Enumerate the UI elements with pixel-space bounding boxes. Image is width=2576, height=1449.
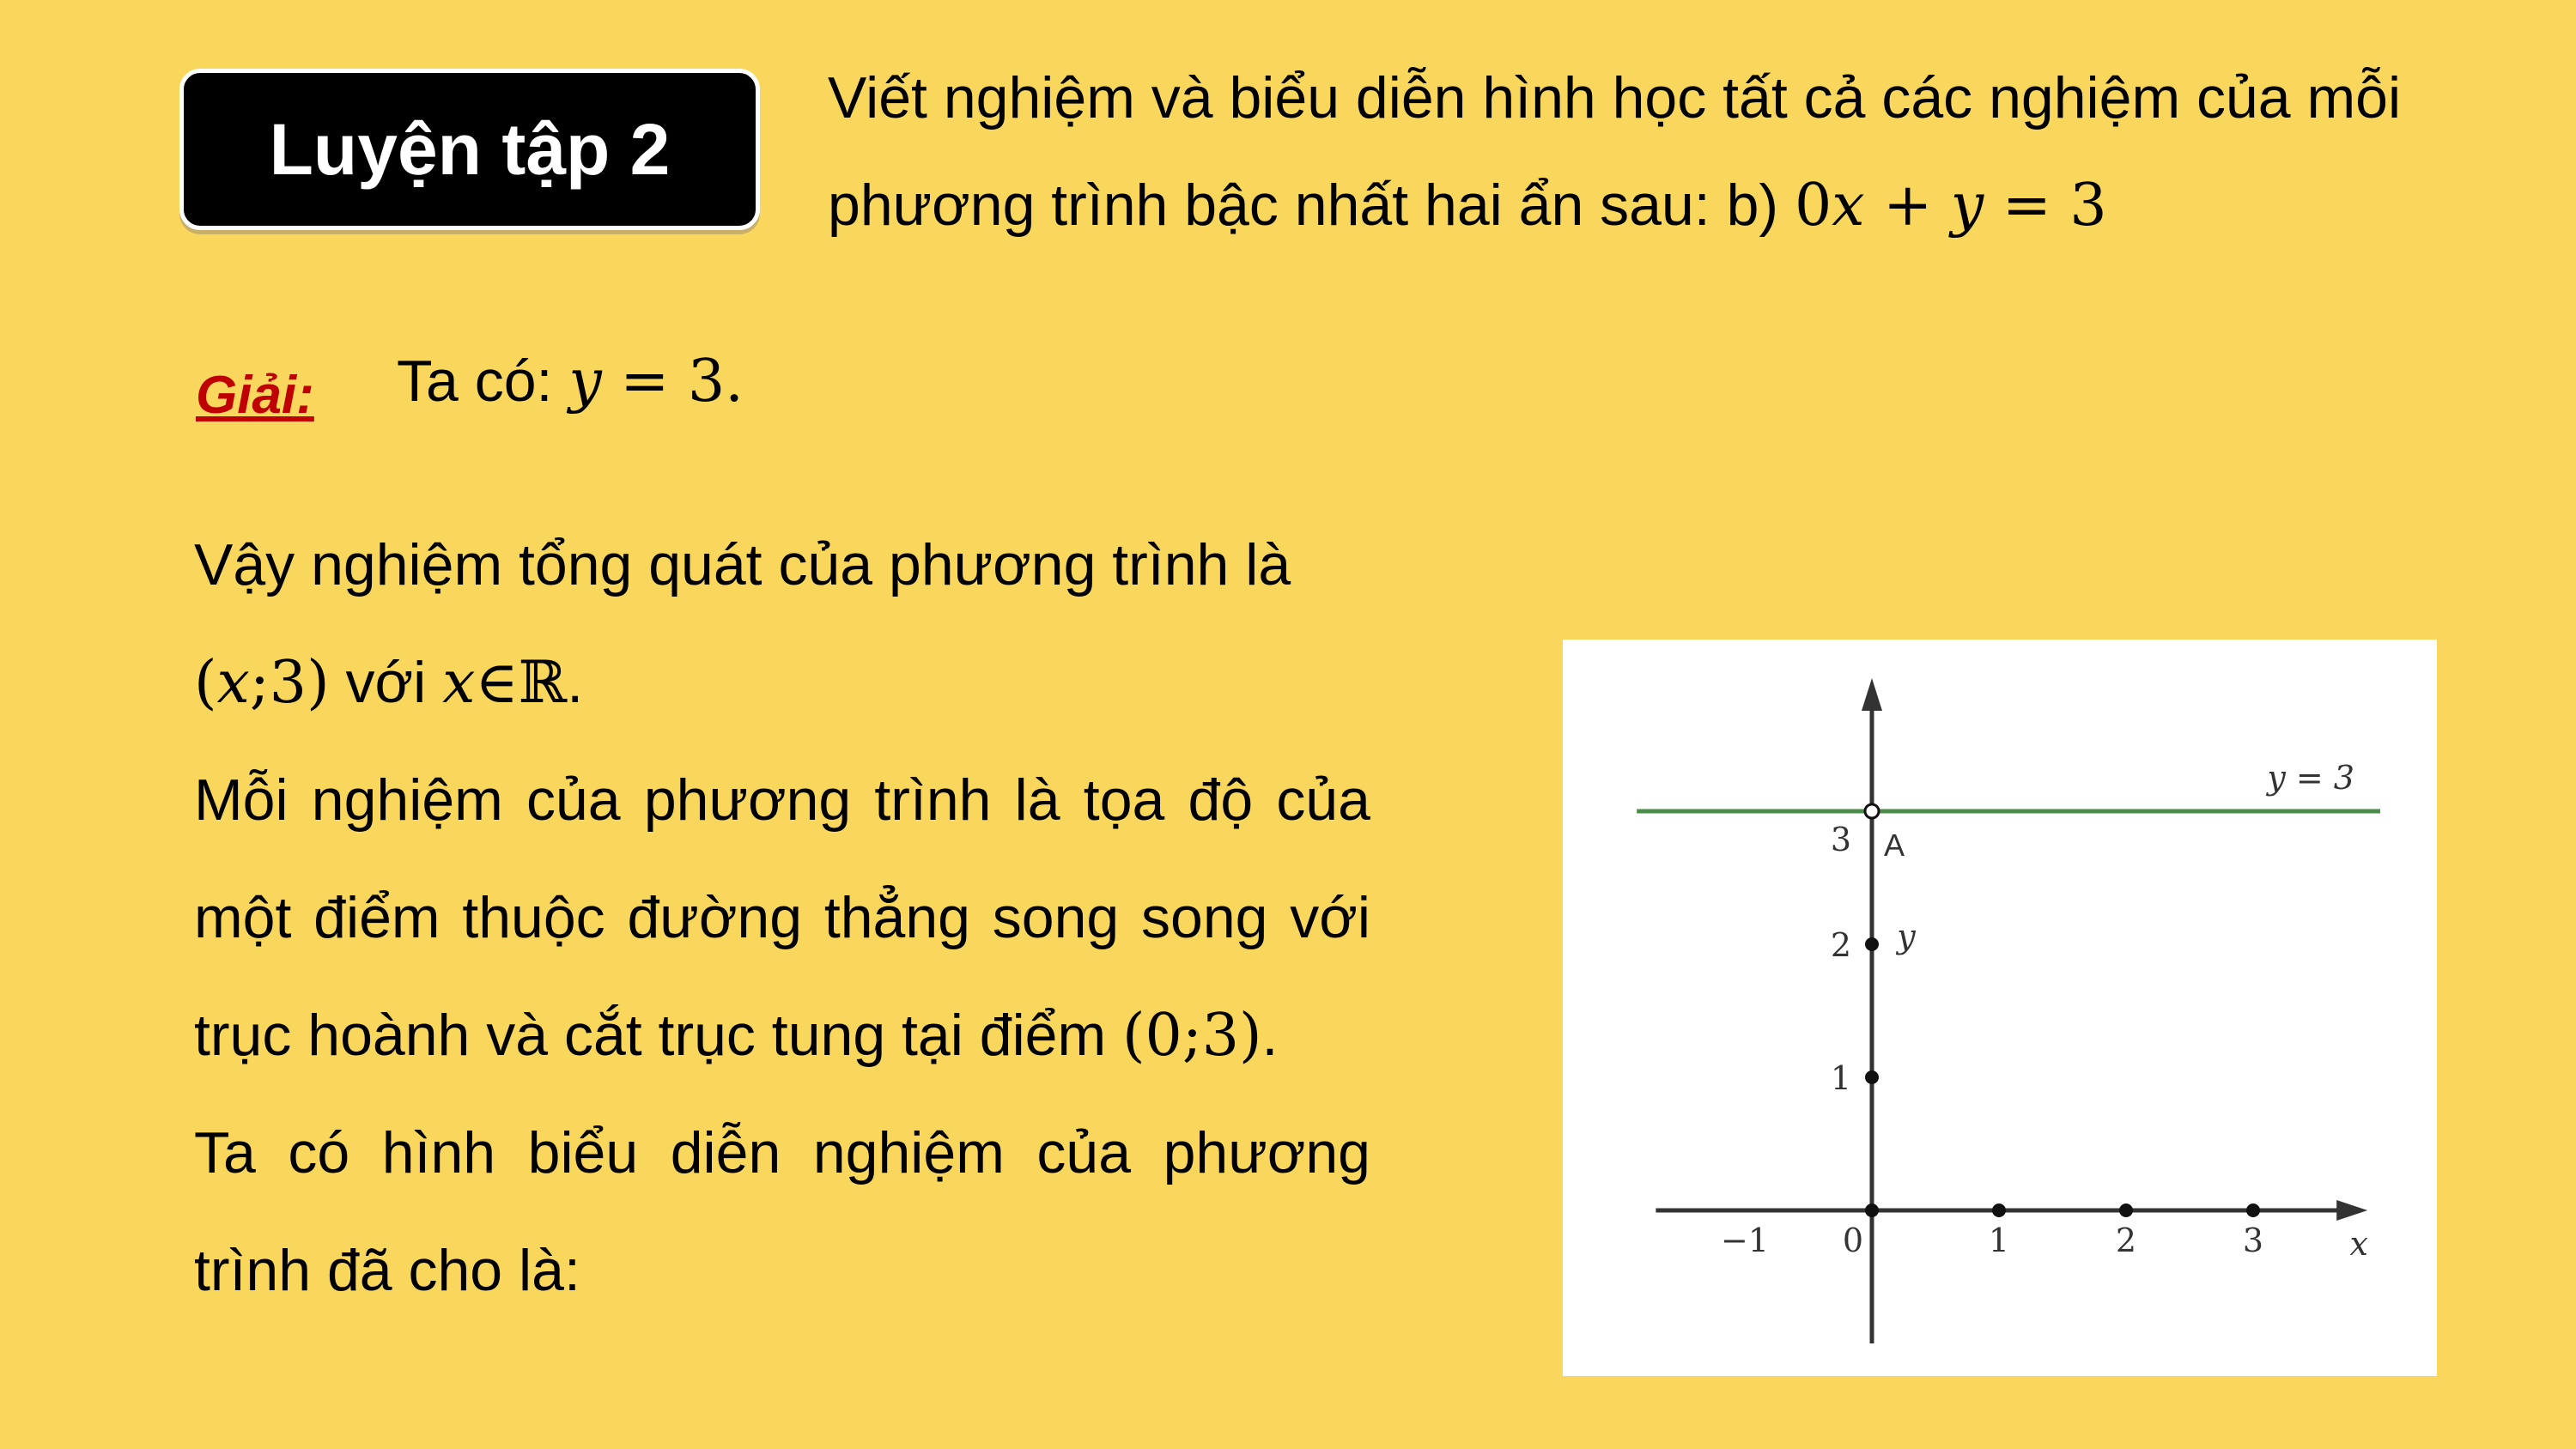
given-eq-rest: = 3. (601, 348, 744, 415)
p2-dot: . (1261, 1003, 1279, 1068)
y-tick-label-0: 1 (1830, 1059, 1851, 1097)
x-axis-dot-3 (2246, 1203, 2260, 1217)
x-tick-label-2: 1 (1988, 1222, 2010, 1259)
given-line (397, 348, 744, 415)
x-tick-label-4: 3 (2242, 1222, 2264, 1259)
y-axis-dot-1 (1865, 937, 1879, 951)
y-tick-label-1: 2 (1830, 926, 1851, 964)
point-a (1865, 804, 1879, 818)
paragraph-figure-intro: Ta có hình biểu diễn nghiệm của phương trình đã cho là: (194, 1120, 1370, 1303)
p1-var-x2: x (442, 649, 476, 717)
solution-body (194, 506, 1370, 1330)
task-statement (828, 45, 2528, 259)
exercise-badge (179, 69, 760, 230)
task-line-2-text: phương trình bậc nhất hai ẩn sau: b) (828, 173, 1795, 238)
x-tick-label-0: −1 (1720, 1222, 1770, 1259)
y-axis-label: y (1897, 918, 1916, 955)
paragraph-general-solution (194, 506, 1370, 742)
p1-pair (194, 649, 330, 717)
graph-figure (1563, 640, 2437, 1376)
p1-rest: ;3) (249, 649, 330, 717)
solution-label: Giải: (196, 366, 314, 425)
y-tick-label-2: 3 (1830, 821, 1851, 858)
p1-set: ∈ℝ (475, 649, 568, 717)
task-equation (1795, 172, 2107, 239)
p1-with: với (329, 650, 443, 715)
paragraph-geometric (194, 742, 1370, 1094)
x-tick-label-3: 2 (2115, 1222, 2137, 1259)
y-axis-dot-0 (1865, 1070, 1879, 1084)
eq-var-x: x (1832, 172, 1865, 239)
p1-membership (442, 649, 567, 717)
x-axis-dot-0 (1865, 1203, 1879, 1217)
eq-var-y: y (1950, 172, 1984, 239)
exercise-title: Luyện tập 2 (269, 108, 671, 190)
x-axis-dot-2 (2119, 1203, 2133, 1217)
p1-paren: ( (194, 649, 217, 717)
x-axis-dot-1 (1992, 1203, 2006, 1217)
given-equation (568, 348, 744, 415)
p1-dot: . (567, 650, 584, 715)
given-text: Ta có: (397, 349, 569, 414)
x-tick-label-1: 0 (1842, 1222, 1864, 1259)
eq-coef: 0 (1794, 172, 1832, 239)
given-var-y: y (568, 348, 602, 415)
p1-text: Vậy nghiệm tổng quát của phương trình là (194, 532, 1291, 597)
eq-rest: = 3 (1984, 172, 2107, 239)
point-label-a: A (1884, 828, 1905, 863)
y-axis-arrow-icon (1862, 678, 1882, 711)
eq-plus: + (1864, 172, 1951, 239)
task-line-2 (828, 152, 2528, 259)
coordinate-plane (1563, 640, 2437, 1376)
x-axis-label: x (2349, 1225, 2368, 1263)
p2-point: (0;3) (1122, 1002, 1262, 1070)
task-line-1: Viết nghiệm và biểu diễn hình học tất cả các nghiệm của mỗi (828, 65, 2402, 130)
x-axis-arrow-icon (2336, 1200, 2367, 1221)
series-label-0: y = 3 (2267, 759, 2354, 797)
p2-text: Mỗi nghiệm của phương trình là tọa độ của một điểm thuộc đường thẳng song song với trục hoành và cắt trục tung tại điểm (194, 767, 1370, 1068)
p1-var-x: x (216, 649, 250, 717)
